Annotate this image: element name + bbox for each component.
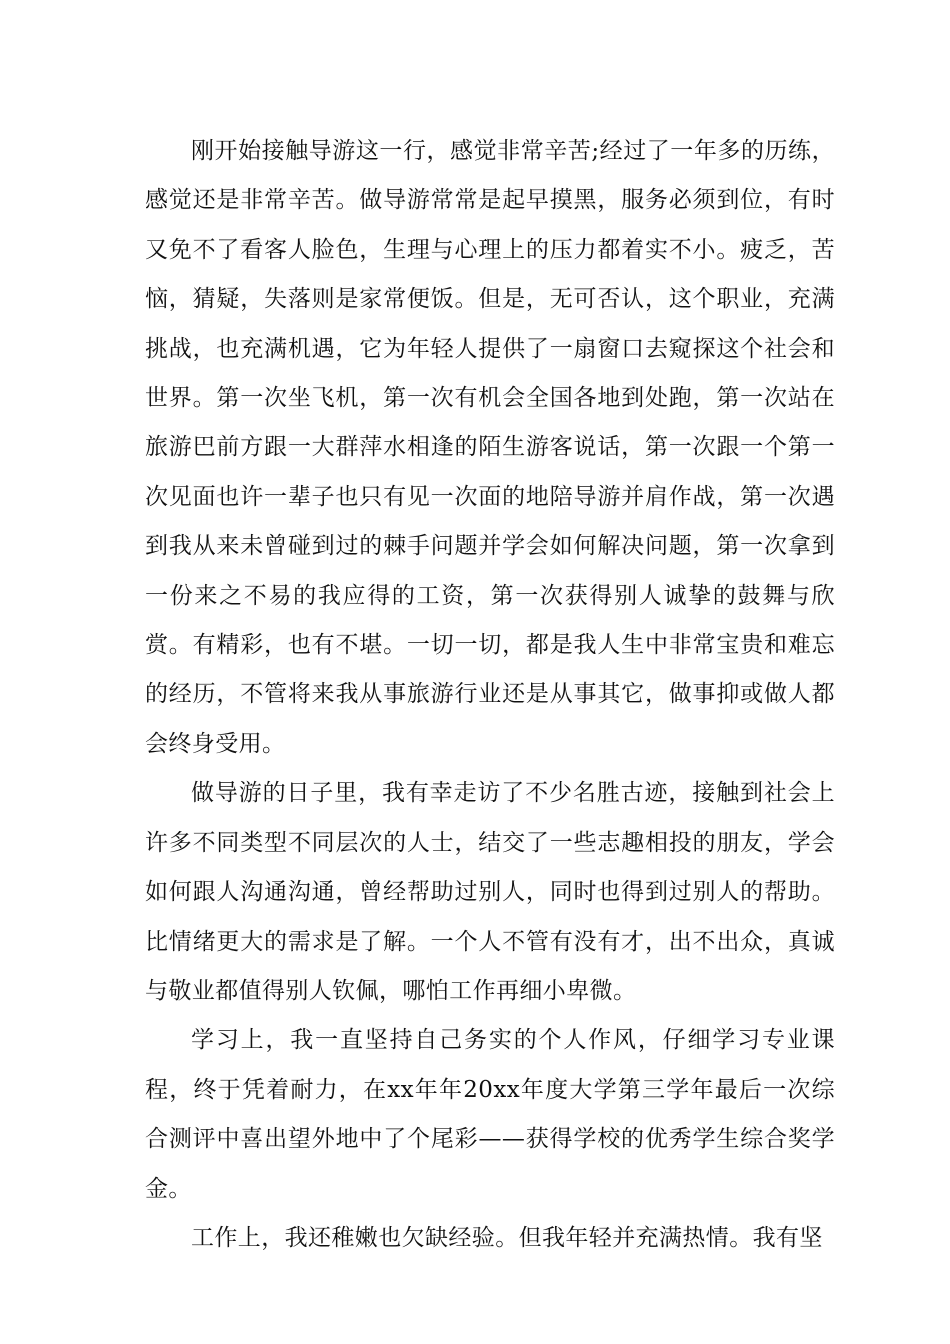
document-body [145,127,835,1263]
paragraph-work: 工作上，我还稚嫩也欠缺经验。但我年轻并充满热情。我有坚 [191,1224,823,1251]
paragraph-study: 学习上，我一直坚持自己务实的个人作风，仔细学习专业课程，终于凭着耐力，在xx年年20xx年度大学第三学年最后一次综合测评中喜出望外地中了个尾彩——获得学校的优秀学生综合奖学金。 [145,1027,835,1202]
paragraph-tour-guide-experience: 刚开始接触导游这一行，感觉非常辛苦;经过了一年多的历练，感觉还是非常辛苦。做导游常常是起早摸黑，服务必须到位，有时又免不了看客人脸色，生理与心理上的压力都着实不小。疲乏，苦恼，猜疑，失落则是家常便饭。但是，无可否认，这个职业，充满挑战，也充满机遇，它为年轻人提供了一扇窗口去窥探这个社会和世界。第一次坐飞机，第一次有机会全国各地到处跑，第一次站在旅游巴前方跟一大群萍水相逢的陌生游客说话，第一次跟一个第一次见面也许一辈子也只有见一次面的地陪导游并肩作战，第一次遇到我从来未曾碰到过的棘手问题并学会如何解决问题，第一次拿到一份来之不易的我应得的工资，第一次获得别人诚挚的鼓舞与欣赏。有精彩，也有不堪。一切一切，都是我人生中非常宝贵和难忘的经历，不管将来我从事旅游行业还是从事其它，做事抑或做人都会终身受用。 [145,138,835,757]
paragraph-tour-guide-days: 做导游的日子里，我有幸走访了不少名胜古迹，接触到社会上许多不同类型不同层次的人士，结交了一些志趣相投的朋友，学会如何跟人沟通沟通，曾经帮助过别人，同时也得到过别人的帮助。比情绪更大的需求是了解。一个人不管有没有才，出不出众，真诚与敬业都值得别人钦佩，哪怕工作再细小卑微。 [145,780,835,1004]
